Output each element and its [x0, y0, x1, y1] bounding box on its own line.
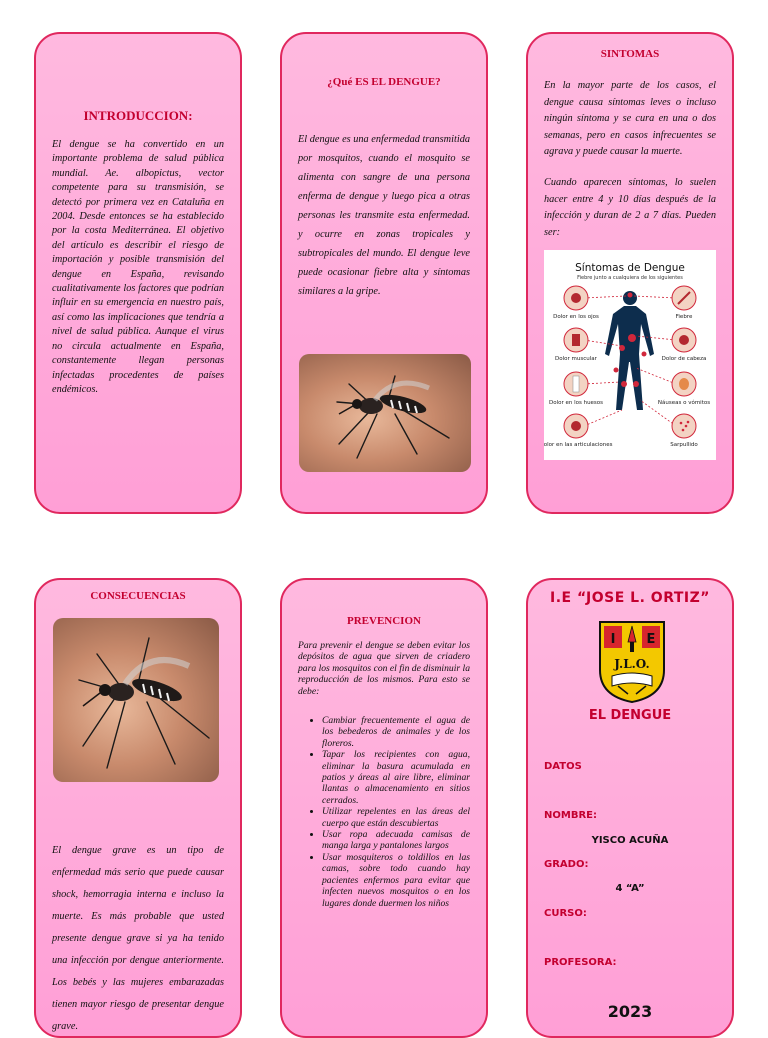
label-dolor-huesos: Dolor en los huesos — [548, 400, 604, 406]
sintomas-text-2: Cuando aparecen síntomas, lo suelen hacer entre 4 y 10 días después de la infección y duran de 2 a 7 días. Pueden ser: — [544, 177, 716, 238]
que-es-text: El dengue es una enfermedad transmitida por mosquitos, cuando el mosquito se alimenta con sangre de una persona enferma de dengue y luego pica a otras personas les transmite esta enfermedad. y ocurre en zonas tropicales y subtropicales del mundo. El dengue leve puede ocasionar fiebre alta y síntomas similares a la gripe. — [298, 134, 470, 297]
label-sarpullido: Sarpullido — [670, 442, 698, 448]
emblem-shield — [598, 620, 666, 704]
consecuencias-text: El dengue grave es un tipo de enfermedad más serio que puede causar shock, hemorragia interna e incluso la muerte. Es más probable que usted presente dengue grave si ya ha tenido una infección por dengue anteriormente. Los bebés y las mujeres embarazadas tienen mayor riesgo de presentar dengue grave. — [52, 845, 224, 1032]
intro-title: INTRODUCCION: — [83, 108, 193, 123]
panel-prevencion — [280, 578, 488, 1038]
curso-label: CURSO: — [544, 908, 587, 919]
emblem-letter-i: I — [610, 632, 616, 647]
year: 2023 — [607, 1002, 653, 1021]
prevencion-list — [296, 715, 470, 909]
panel-que-es — [280, 32, 488, 514]
symptom-icons-right — [672, 286, 696, 438]
mosquito-illustration-2 — [53, 618, 219, 782]
school-emblem — [598, 620, 666, 704]
prevencion-item: • Usar mosquiteros o toldillos en las camas, sobre todo cuando hay pacientes enfermos para evitar que infecten nuevos mosquitos o en los lugares donde duermen los niños — [322, 852, 470, 909]
panel-introduccion — [34, 32, 242, 514]
symptom-icons-left — [564, 286, 588, 438]
cover-title: EL DENGUE — [588, 708, 672, 723]
nombre-value: YISCO ACUÑA — [591, 835, 669, 846]
emblem-letter-e: E — [646, 632, 656, 647]
emblem-jlo: J.L.O. — [614, 657, 650, 671]
profesora-label: PROFESORA: — [544, 957, 617, 968]
infographic-subtitle: Fiebre junto a cualquiera de los siguientes — [577, 275, 683, 281]
panel-cover — [526, 578, 734, 1038]
label-dolor-muscular: Dolor muscular — [555, 356, 597, 362]
label-dolor-articulaciones: Dolor en las articulaciones — [544, 442, 613, 448]
consecuencias-title: CONSECUENCIAS — [90, 590, 186, 602]
prevencion-list-wrap — [296, 715, 470, 909]
mosquito-photo-2 — [53, 618, 219, 782]
panel-sintomas — [526, 32, 734, 514]
prevencion-intro: Para prevenir el dengue se deben evitar los depósitos de agua que sirven de criadero para los mosquitos con el fin de disminuir la reproducción de los mismos. Para esto se debe: — [298, 640, 470, 697]
intro-text: El dengue se ha convertido en un importante problema de salud pública mundial. Ae. albopictus, vector competente para su transmisión, se detectó por primera vez en Cataluña en 2004. Desde entonces se ha establecido por la costa Mediterránea. El objetivo del artículo es describir el riesgo de importación y posible transmisión del dengue en España, revisando cualitativamente los factores que podrían influir en su emergencia en nuestro país, así como las implicaciones que tendría a nivel de salud pública. Aunque el virus no circula actualmente en España, constantemente llegan personas infectadas procedentes de países endémicos. — [52, 139, 224, 395]
school-name: I.E “JOSE L. ORTIZ” — [550, 590, 710, 606]
label-dolor-cabeza: Dolor de cabeza — [661, 356, 707, 362]
sintomas-title: SINTOMAS — [600, 48, 660, 60]
datos-label: DATOS — [544, 761, 582, 772]
sintomas-text-1: En la mayor parte de los casos, el dengue causa síntomas leves o incluso ningún síntoma y se cura en una o dos semanas, pero en casos infrecuentes se agrava y puede causar la muerte. — [544, 80, 716, 158]
body-silhouette — [605, 291, 654, 410]
mosquito-illustration — [299, 354, 471, 472]
infographic-title: Síntomas de Dengue — [575, 262, 685, 274]
que-es-title: ¿Qué ES EL DENGUE? — [327, 76, 441, 88]
prevencion-item: • Usar ropa adecuada camisas de manga larga y pantalones largos — [322, 829, 470, 852]
grado-value: 4 “A” — [615, 883, 645, 894]
prevencion-item: • Tapar los recipientes con agua, eliminar la basura acumulada en patios y áreas al aire libre, eliminar llantas o almacenamiento en sitios cerrados. — [322, 749, 470, 806]
symptoms-infographic — [544, 250, 716, 460]
mosquito-photo — [299, 354, 471, 472]
label-dolor-ojos: Dolor en los ojos — [553, 314, 599, 320]
label-nauseas: Náuseas o vómitos — [657, 400, 711, 406]
panel-consecuencias — [34, 578, 242, 1038]
nombre-label: NOMBRE: — [544, 810, 597, 821]
label-fiebre: Fiebre — [675, 314, 693, 320]
prevencion-title: PREVENCION — [347, 615, 421, 627]
prevencion-item: • Cambiar frecuentemente el agua de los bebederos de animales y de los floreros. — [322, 715, 470, 749]
grado-label: GRADO: — [544, 859, 589, 870]
prevencion-item: • Utilizar repelentes en las áreas del cuerpo que están descubiertas — [322, 806, 470, 829]
symptoms-diagram — [544, 250, 716, 460]
